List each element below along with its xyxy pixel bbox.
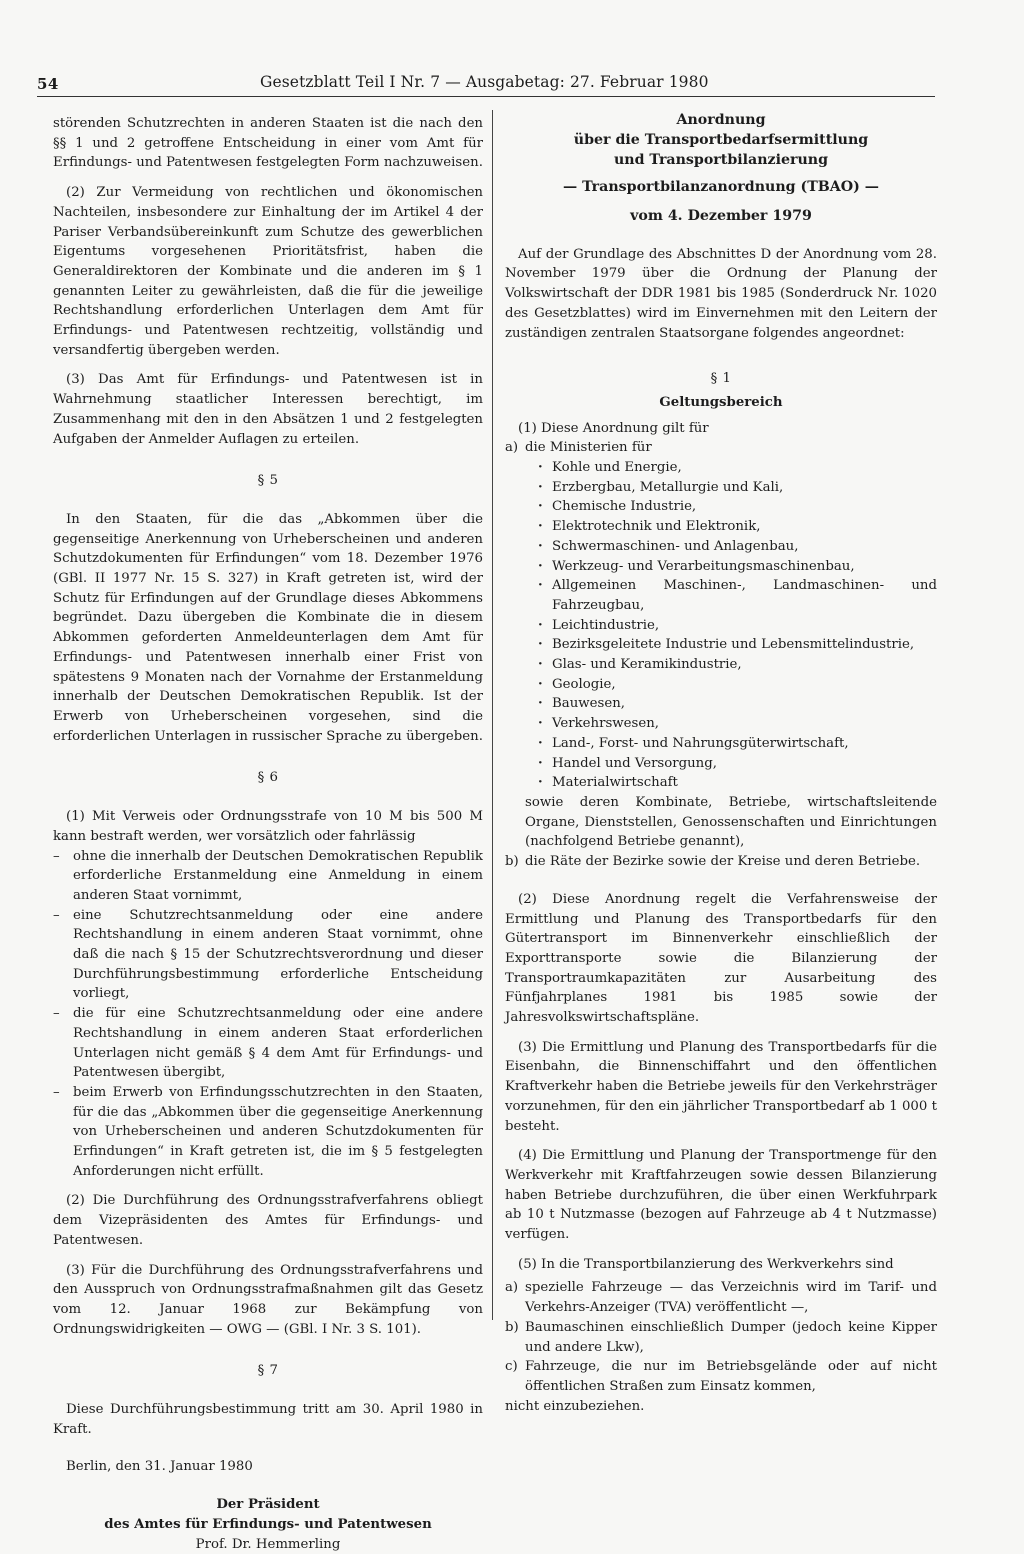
paragraph-2: (2) Zur Vermeidung von rechtlichen und ökonomischen Nachteilen, insbesondere zur Einhaltung der im Artikel 4 der Pariser Verbandsübereinkunft zum Schutze des gewerblichen Eigentums vorgesehenen Prioritätsfrist, haben die Generaldirektoren der Kombinate und die anderen im § 1 genannten Leiter zu gewährleisten, daß die für die jeweilige Rechtshandlung erforderlichen Unterlagen dem Amt für Erfindungs- und Patentwesen rechtzeitig, vollständig und versandfertig übergeben werden.	[53, 185, 483, 358]
item-b-text: die Räte der Bezirke sowie der Kreise und deren Betriebe.	[525, 854, 921, 870]
list-item: · Glas- und Keramikindustrie,	[535, 655, 937, 675]
paragraph-5: (5) In die Transportbilanzierung des Werkverkehrs sind	[518, 1256, 894, 1272]
title-line-3: und Transportbilanzierung	[613, 152, 829, 168]
p5-item-b-text: Baumaschinen einschließlich Dumper (jedoch keine Kipper und andere Lkw),	[525, 1319, 937, 1355]
list-item: · Handel und Versorgung,	[535, 754, 937, 774]
ordinance-title	[505, 110, 937, 197]
left-column	[53, 114, 483, 1554]
section-1-subheading: Geltungsbereich	[659, 394, 783, 410]
signature-title: Der Präsident	[216, 1497, 320, 1513]
list-item: · Verkehrswesen,	[535, 714, 937, 734]
p5-item-c	[505, 1357, 937, 1396]
p5-item-c-text: Fahrzeuge, die nur im Betriebsgelände oder auf nicht öffentlichen Straßen zum Einsatz kommen,	[525, 1359, 937, 1394]
section-1-paragraph-1: (1) Diese Anordnung gilt für	[518, 420, 709, 436]
column-divider	[492, 110, 493, 1320]
section-6-paragraph-3: (3) Für die Durchführung des Ordnungsstrafverfahrens und den Ausspruch von Ordnungsstrafmaßnahmen gilt das Gesetz vom 12. Januar 1968 zur Bekämpfung von Ordnungswidrigkeiten — OWG — (GBl. I Nr. 3 S. 101).	[53, 1262, 483, 1337]
p5-item-b-label: b)	[505, 1319, 519, 1335]
list-item: – beim Erwerb von Erfindungsschutzrechten in den Staaten, für die das „Abkommen über die gegenseitige Anerkennung von Urheberscheinen und anderen Schutzdokumenten für Erfindungen“ in Kraft getreten ist, die im § 5 festgelegten Anforderungen nicht erfüllt.	[53, 1083, 483, 1182]
item-a-tail: sowie deren Kombinate, Betriebe, wirtschaftsleitende Organe, Dienststellen, Genossenschaften und Einrichtungen (nachfolgend Betriebe genannt),	[525, 794, 937, 850]
p5-item-b	[505, 1318, 937, 1357]
page-number: 54	[37, 75, 59, 93]
title-line-4: — Transportbilanzanordnung (TBAO) —	[563, 179, 879, 195]
list-item: · Erzbergbau, Metallurgie und Kali,	[535, 478, 937, 498]
section-5-heading: § 5	[257, 473, 279, 489]
section-6-offence-list	[53, 847, 483, 1182]
item-a	[505, 438, 937, 458]
list-item: · Werkzeug- und Verarbeitungsmaschinenbau,	[535, 557, 937, 577]
list-item: · Kohle und Energie,	[535, 458, 937, 478]
item-b	[505, 852, 937, 872]
list-item: – eine Schutzrechtsanmeldung oder eine andere Rechtshandlung in einem anderen Staat vornimmt, ohne daß die nach § 15 der Schutzrechtsverordnung und dieser Durchführungsbestimmung erforderliche Entscheidung vorliegt,	[53, 906, 483, 1005]
ordinance-date: vom 4. Dezember 1979	[630, 208, 812, 224]
list-item: · Bezirksgeleitete Industrie und Lebensmittelindustrie,	[535, 635, 937, 655]
list-item: · Geologie,	[535, 675, 937, 695]
section-1-heading: § 1	[710, 371, 732, 387]
signature-office: des Amtes für Erfindungs- und Patentwesen	[104, 1516, 432, 1532]
list-item: · Leichtindustrie,	[535, 616, 937, 636]
p5-item-a-text: spezielle Fahrzeuge — das Verzeichnis wird im Tarif- und Verkehrs-Anzeiger (TVA) veröffentlicht —,	[525, 1280, 937, 1316]
list-item: – die für eine Schutzrechtsanmeldung oder eine andere Rechtshandlung in einem anderen Staat erforderlichen Unterlagen nicht gemäß § 4 dem Amt für Erfindungs- und Patentwesen übergibt,	[53, 1004, 483, 1083]
section-6-heading: § 6	[257, 770, 279, 786]
title-line-1: Anordnung	[676, 112, 766, 128]
item-a-label: a)	[505, 440, 519, 456]
intro-paragraph: störenden Schutzrechten in anderen Staaten ist die nach den §§ 1 und 2 getroffene Entscheidung in einer vom Amt für Erfindungs- und Patentwesen festgelegten Form nachzuweisen.	[53, 116, 483, 171]
section-5-text: In den Staaten, für die das „Abkommen über die gegenseitige Anerkennung von Urheberscheinen und anderen Schutzdokumenten für Erfindungen“ vom 18. Dezember 1976 (GBl. II 1977 Nr. 15 S. 327) in Kraft getreten ist, wird der Schutz für Erfindungen auf der Grundlage dieses Abkommens begründet. Dazu übergeben die Kombinate die in diesem Abkommen geforderten Anmeldeunterlagen dem Amt für Erfindungs- und Patentwesen innerhalb einer Frist von spätestens 9 Monaten nach der Vornahme der Erstanmeldung innerhalb der Deutschen Demokratischen Republik. Ist der Erwerb von Urheberscheinen vorgesehen, sind die erforderlichen Unterlagen in russischer Sprache zu übergeben.	[53, 511, 483, 744]
paragraph-3: (3) Die Ermittlung und Planung des Transportbedarfs für die Eisenbahn, die Binnenschiffahrt und den öffentlichen Kraftverkehr haben die Betriebe jeweils für den Verkehrsträger vorzunehmen, für den ein jährlicher Transportbedarf ab 1 000 t besteht.	[505, 1039, 937, 1134]
ministry-list	[505, 458, 937, 793]
p5-item-a	[505, 1278, 937, 1317]
p5-item-a-label: a)	[505, 1280, 519, 1296]
section-6-paragraph-1: (1) Mit Verweis oder Ordnungsstrafe von 10 M bis 500 M kann bestraft werden, wer vorsätzlich oder fahrlässig	[53, 809, 483, 844]
list-item: · Allgemeinen Maschinen-, Landmaschinen- und Fahrzeugbau,	[535, 576, 937, 615]
list-item: · Elektrotechnik und Elektronik,	[535, 517, 937, 537]
p5-item-c-label: c)	[505, 1359, 518, 1375]
list-item: · Materialwirtschaft	[535, 773, 937, 793]
item-b-label: b)	[505, 854, 519, 870]
section-7-heading: § 7	[257, 1363, 279, 1379]
right-column	[505, 114, 937, 1416]
section-6-paragraph-2: (2) Die Durchführung des Ordnungsstrafverfahrens obliegt dem Vizepräsidenten des Amtes für Erfindungs- und Patentwesen.	[53, 1193, 483, 1248]
section-7-text: Diese Durchführungsbestimmung tritt am 30. April 1980 in Kraft.	[53, 1402, 483, 1437]
signature-name: Prof. Dr. Hemmerling	[195, 1536, 341, 1552]
list-item: · Chemische Industrie,	[535, 497, 937, 517]
gazette-header-title: Gesetzblatt Teil I Nr. 7 — Ausgabetag: 27. Februar 1980	[260, 73, 709, 91]
place-date: Berlin, den 31. Januar 1980	[66, 1459, 253, 1475]
paragraph-4: (4) Die Ermittlung und Planung der Transportmenge für den Werkverkehr mit Kraftfahrzeugen sowie dessen Bilanzierung haben Betriebe durchzuführen, die über einen Werkfuhrpark ab 10 t Nutzmasse (bezogen auf Fahrzeuge ab 4 t Nutzmasse) verfügen.	[505, 1148, 937, 1243]
list-item: – ohne die innerhalb der Deutschen Demokratischen Republik erforderliche Erstanmeldung eine Anmeldung in einem anderen Staat vornimmt,	[53, 847, 483, 906]
title-line-2: über die Transportbedarfsermittlung	[573, 132, 869, 148]
list-item: · Schwermaschinen- und Anlagenbau,	[535, 537, 937, 557]
list-item: · Land-, Forst- und Nahrungsgüterwirtschaft,	[535, 734, 937, 754]
item-a-text: die Ministerien für	[525, 440, 652, 456]
header-rule	[37, 96, 935, 97]
preamble: Auf der Grundlage des Abschnittes D der Anordnung vom 28. November 1979 über die Ordnung der Planung der Volkswirtschaft der DDR 1981 bis 1985 (Sonderdruck Nr. 1020 des Gesetzblattes) wird im Einvernehmen mit den Leitern der zuständigen zentralen Staatsorgane folgendes angeordnet:	[505, 246, 937, 341]
paragraph-3: (3) Das Amt für Erfindungs- und Patentwesen ist in Wahrnehmung staatlicher Interessen berechtigt, im Zusammenhang mit den in den Absätzen 1 und 2 festgelegten Aufgaben der Anmelder Auflagen zu erteilen.	[53, 372, 483, 447]
list-item: · Bauwesen,	[535, 694, 937, 714]
closing-line: nicht einzubeziehen.	[505, 1398, 645, 1414]
paragraph-2: (2) Diese Anordnung regelt die Verfahrensweise der Ermittlung und Planung des Transportbedarfs für den Gütertransport im Binnenverkehr einschließlich der Exporttransporte sowie die Bilanzierung der Transportraumkapazitäten zur Ausarbeitung des Fünfjahrplanes 1981 bis 1985 sowie der Jahresvolkswirtschaftspläne.	[505, 891, 937, 1026]
